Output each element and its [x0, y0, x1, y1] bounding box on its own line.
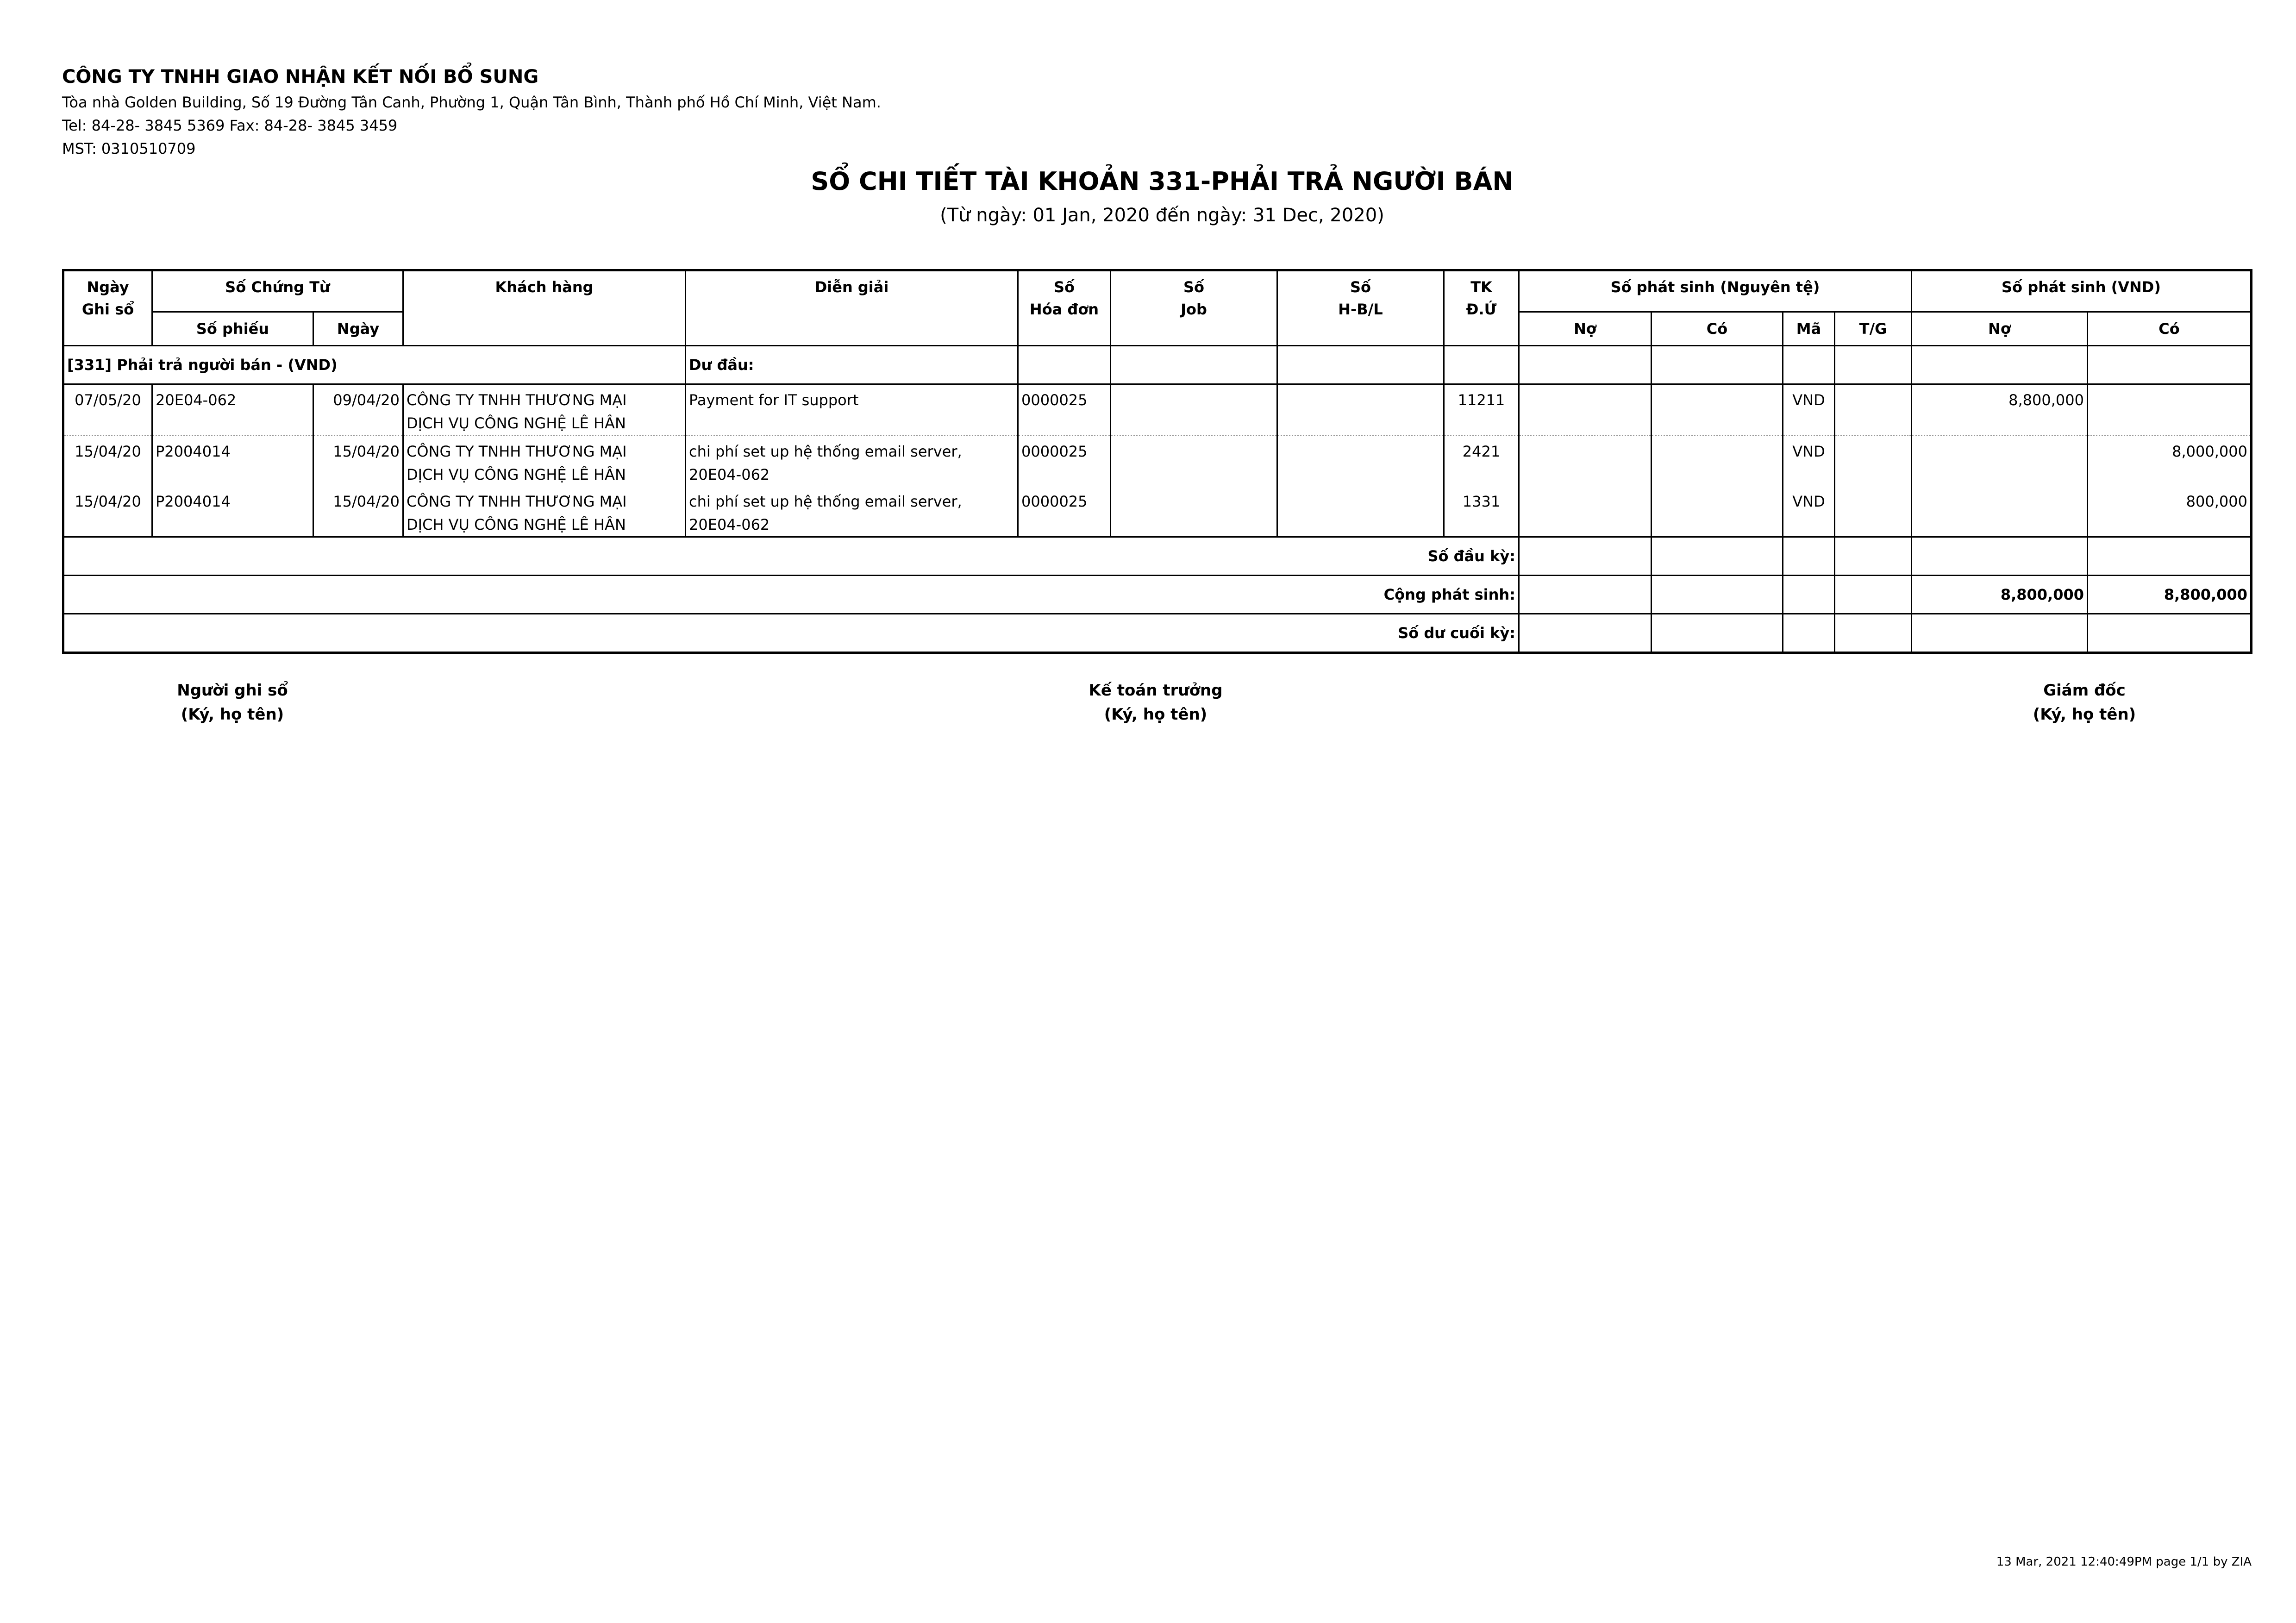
account-label: [331] Phải trả người bán - (VND) — [63, 346, 686, 384]
company-phone: Tel: 84-28- 3845 5369 Fax: 84-28- 3845 3459 — [62, 117, 398, 134]
cell-dien-giai: chi phí set up hệ thống email server, 20E04-062 — [686, 486, 1018, 537]
col-so-phieu: Số phiếu — [152, 312, 313, 346]
cell-so-phieu: P2004014 — [152, 486, 313, 537]
cell-co-nguyen-te — [1652, 486, 1783, 537]
so-du-cuoi-ky-label: Số dư cuối kỳ: — [63, 614, 1519, 653]
col-co-nguyen-te: Có — [1652, 312, 1783, 346]
col-phat-sinh-vnd: Số phát sinh (VND) — [1912, 270, 2252, 312]
cell-ngay: 15/04/20 — [313, 486, 403, 537]
cell-ngay-ghi-so: 15/04/20 — [75, 493, 141, 510]
cell-no-vnd — [1912, 486, 2088, 537]
cell-tk-du: 1331 — [1444, 486, 1519, 537]
cell-tk-du: 11211 — [1444, 384, 1519, 436]
signature-note: (Ký, họ tên) — [1104, 705, 1207, 724]
cell-so-hbl — [1277, 384, 1444, 436]
col-tk-du: TK Đ.Ứ — [1444, 270, 1519, 346]
company-header — [62, 65, 881, 160]
cell-khach-hang: CÔNG TY TNHH THƯƠNG MẠI DỊCH VỤ CÔNG NGHỆ LÊ HÂN — [403, 486, 686, 537]
col-tg: T/G — [1835, 312, 1912, 346]
signature-title-director: Giám đốc — [2043, 681, 2126, 700]
cell-so-hbl — [1277, 436, 1444, 487]
col-so-job: Số Job — [1111, 270, 1277, 346]
col-ngay: Ngày — [313, 312, 403, 346]
col-no-nguyen-te: Nợ — [1519, 312, 1652, 346]
cell-ma: VND — [1783, 486, 1835, 537]
col-co-vnd: Có — [2088, 312, 2252, 346]
cell-ngay-ghi-so: 15/04/20 — [75, 443, 141, 460]
signature-chief-accountant — [994, 678, 1318, 727]
col-so-hbl: Số H-B/L — [1277, 270, 1444, 346]
signature-title-recorder: Người ghi sổ — [177, 681, 288, 700]
col-phat-sinh-nguyen-te: Số phát sinh (Nguyên tệ) — [1519, 270, 1912, 312]
cell-so-hoa-don: 0000025 — [1018, 486, 1111, 537]
cell-no-vnd: 8,800,000 — [1912, 384, 2088, 436]
print-timestamp: 13 Mar, 2021 12:40:49PM page 1/1 by ZIA — [1996, 1555, 2252, 1569]
signature-director — [1922, 678, 2246, 727]
cell-ngay-ghi-so: 07/05/20 — [63, 384, 152, 436]
cell-so-job — [1111, 384, 1277, 436]
cell-khach-hang: CÔNG TY TNHH THƯƠNG MẠI DỊCH VỤ CÔNG NGHỆ LÊ HÂN — [403, 384, 686, 436]
cell-tg — [1835, 436, 1912, 487]
cell-co-nguyen-te — [1652, 436, 1783, 487]
report-title: SỔ CHI TIẾT TÀI KHOẢN 331-PHẢI TRẢ NGƯỜI BÁN — [811, 167, 1514, 196]
cell-so-phieu: 20E04-062 — [152, 384, 313, 436]
col-so-chung-tu: Số Chứng Từ — [152, 270, 403, 312]
total-co-vnd: 8,800,000 — [2088, 576, 2252, 614]
ledger-table — [62, 269, 2252, 654]
cell-ma: VND — [1783, 384, 1835, 436]
cell-ma: VND — [1783, 436, 1835, 487]
signature-recorder — [70, 678, 394, 727]
company-name: CÔNG TY TNHH GIAO NHẬN KẾT NỐI BỔ SUNG — [62, 66, 539, 88]
cell-co-nguyen-te — [1652, 384, 1783, 436]
cell-co-vnd: 8,000,000 — [2088, 436, 2252, 487]
cell-no-vnd — [1912, 436, 2088, 487]
opening-balance-label: Dư đầu: — [686, 346, 1018, 384]
summary-row-so-dau-ky — [63, 537, 2252, 576]
cell-tg — [1835, 384, 1912, 436]
col-ma: Mã — [1783, 312, 1835, 346]
cell-co-vnd — [2088, 384, 2252, 436]
total-no-vnd: 8,800,000 — [1912, 576, 2088, 614]
cell-no-nguyen-te — [1519, 384, 1652, 436]
cell-so-hbl — [1277, 486, 1444, 537]
so-dau-ky-label: Số đầu kỳ: — [63, 537, 1519, 576]
table-row — [63, 384, 2252, 436]
summary-row-cong-phat-sinh — [63, 576, 2252, 614]
cell-tk-du: 2421 — [1444, 436, 1519, 487]
signature-note: (Ký, họ tên) — [2033, 705, 2136, 724]
cell-so-hoa-don: 0000025 — [1018, 436, 1111, 487]
company-tax-code: MST: 0310510709 — [62, 140, 196, 157]
summary-row-so-du-cuoi-ky — [63, 614, 2252, 653]
cell-no-nguyen-te — [1519, 486, 1652, 537]
cell-so-job — [1111, 436, 1277, 487]
cell-co-vnd: 800,000 — [2088, 486, 2252, 537]
signature-note: (Ký, họ tên) — [181, 705, 284, 724]
cell-dien-giai: Payment for IT support — [686, 384, 1018, 436]
col-khach-hang: Khách hàng — [403, 270, 686, 346]
cell-khach-hang: CÔNG TY TNHH THƯƠNG MẠI DỊCH VỤ CÔNG NGHỆ LÊ HÂN — [403, 436, 686, 487]
company-address: Tòa nhà Golden Building, Số 19 Đường Tân Canh, Phường 1, Quận Tân Bình, Thành phố Hồ Chí Minh, Việt Nam. — [62, 94, 881, 111]
col-no-vnd: Nợ — [1912, 312, 2088, 346]
cell-tg — [1835, 486, 1912, 537]
col-so-hoa-don: Số Hóa đơn — [1018, 270, 1111, 346]
signature-title-chief-accountant: Kế toán trưởng — [1089, 681, 1223, 700]
col-dien-giai: Diễn giải — [686, 270, 1018, 346]
cell-so-hoa-don: 0000025 — [1018, 384, 1111, 436]
cell-ngay: 15/04/20 — [313, 436, 403, 487]
col-ngay-ghi-so: Ngày Ghi sổ — [63, 270, 152, 346]
table-row — [63, 486, 2252, 537]
cong-phat-sinh-label: Cộng phát sinh: — [63, 576, 1519, 614]
report-period: (Từ ngày: 01 Jan, 2020 đến ngày: 31 Dec, 2020) — [940, 205, 1384, 226]
account-section-row — [63, 346, 2252, 384]
cell-so-phieu: P2004014 — [152, 436, 313, 487]
table-row — [63, 436, 2252, 487]
cell-no-nguyen-te — [1519, 436, 1652, 487]
cell-so-job — [1111, 486, 1277, 537]
cell-dien-giai: chi phí set up hệ thống email server, 20E04-062 — [686, 436, 1018, 487]
cell-ngay: 09/04/20 — [313, 384, 403, 436]
